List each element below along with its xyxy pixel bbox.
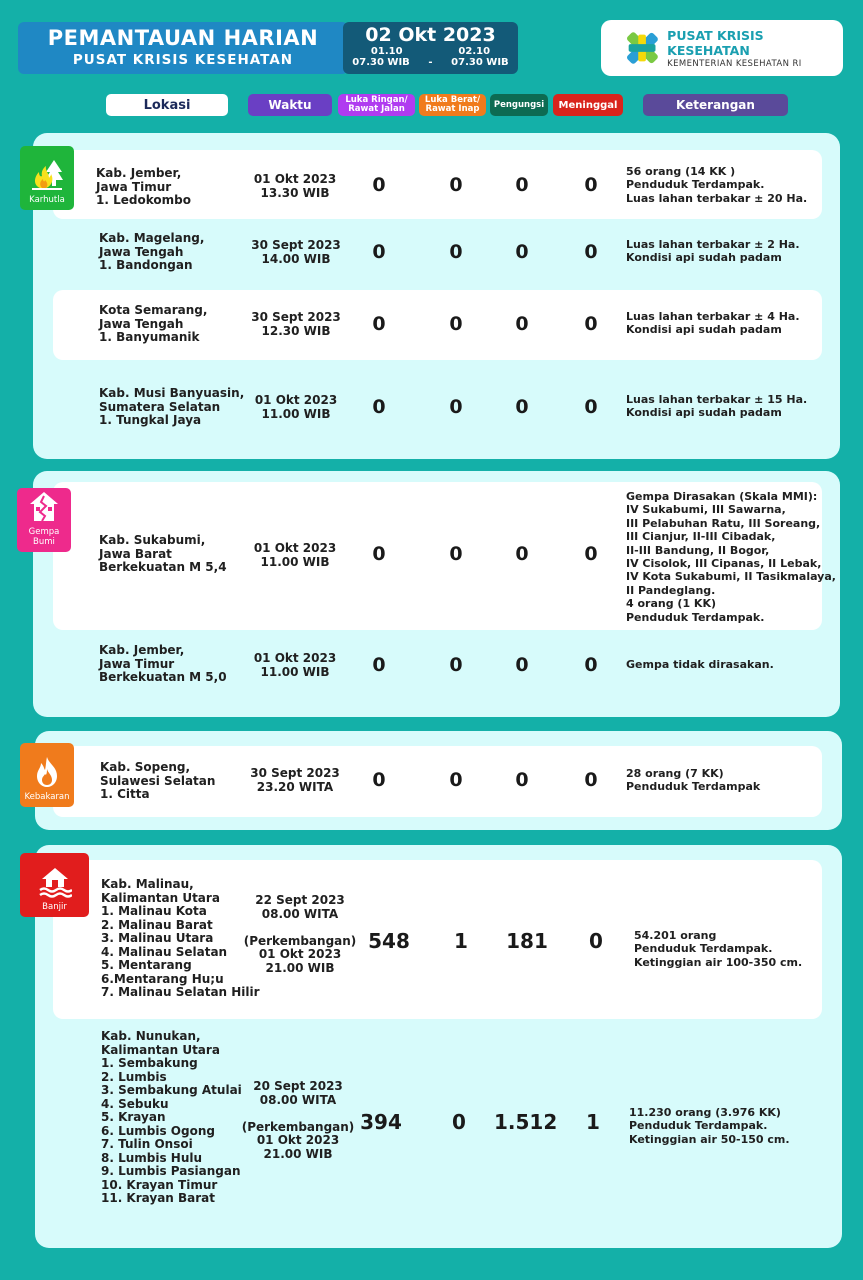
value-luka-ringan: 0 (372, 174, 386, 196)
value-meninggal: 1 (586, 1110, 600, 1134)
row-note: 54.201 orang Penduduk Terdampak. Ketinggian air 100-350 cm. (634, 929, 803, 969)
row-note: 11.230 orang (3.976 KK) Penduduk Terdampak. Ketinggian air 50-150 cm. (629, 1106, 790, 1146)
value-luka-berat: 0 (449, 543, 463, 565)
column-header-luka-ringan: Luka Ringan/ Rawat Jalan (338, 94, 415, 116)
period-from-date: 01.10 (370, 46, 403, 57)
health-crisis-logo-icon (621, 26, 663, 70)
forest-fire-icon (30, 158, 64, 192)
value-luka-ringan: 0 (372, 654, 386, 676)
row-note: 56 orang (14 KK ) Penduduk Terdampak. Luas lahan terbakar ± 20 Ha. (626, 165, 808, 205)
value-pengungsi: 0 (515, 313, 529, 335)
row-location: Kab. Jember, Jawa Timur 1. Ledokombo (96, 166, 191, 207)
row-location: Kab. Magelang, Jawa Tengah 1. Bandongan (99, 231, 205, 272)
row-location: Kab. Sukabumi, Jawa Barat Berkekuatan M 5,4 (99, 533, 227, 574)
row-time: 22 Sept 2023 08.00 WITA (Perkembangan) 01 Okt 2023 21.00 WIB (243, 893, 357, 975)
period-separator: - (428, 57, 433, 68)
value-luka-ringan: 0 (372, 396, 386, 418)
report-subtitle: PUSAT KRISIS KESEHATAN (72, 52, 294, 68)
category-label: Karhutla (29, 195, 65, 205)
period-from-time: 07.30 WIB (352, 57, 410, 68)
value-meninggal: 0 (589, 929, 603, 953)
value-pengungsi: 0 (515, 543, 529, 565)
column-header-keterangan: Keterangan (643, 94, 788, 116)
value-meninggal: 0 (584, 313, 598, 335)
value-meninggal: 0 (584, 241, 598, 263)
period-to-date: 02.10 (458, 46, 491, 57)
row-location: Kab. Nunukan, Kalimantan Utara 1. Sembakung 2. Lumbis 3. Sembakung Atulai 4. Sebuku 5. Krayan 6. Lumbis Ogong 7. Tulin Onsoi 8. Lumbis Hulu 9. Lumbis Pasiangan 10. Krayan Timur 11. Krayan Barat (101, 1029, 242, 1205)
report-title: PEMANTAUAN HARIAN (47, 26, 319, 50)
value-pengungsi: 181 (506, 929, 548, 953)
row-time: 01 Okt 2023 13.30 WIB (253, 172, 337, 200)
report-title-banner (18, 22, 348, 74)
column-header-meninggal: Meninggal (553, 94, 623, 116)
column-header-pengungsi: Pengungsi (490, 94, 548, 116)
category-badge-gempa (17, 488, 71, 552)
value-luka-ringan: 548 (368, 929, 410, 953)
flood-house-icon (38, 865, 72, 899)
category-label: Gempa Bumi (28, 527, 60, 547)
row-note: Gempa Dirasakan (Skala MMI): IV Sukabumi, III Sawarna, III Pelabuhan Ratu, III Soreang, III Cianjur, II-III Cibadak, II-III Bandung, II Bogor, IV Cisolok, III Cipanas, II Lebak, IV Kota Sukabumi, II Tasikmalaya, II Pandeglang. 4 orang (1 KK) Penduduk Terdampak. (626, 490, 836, 624)
value-luka-ringan: 0 (372, 241, 386, 263)
category-label: Kebakaran (24, 792, 70, 802)
value-luka-berat: 1 (454, 929, 468, 953)
row-time: 01 Okt 2023 11.00 WIB (253, 541, 337, 569)
period-to-time: 07.30 WIB (451, 57, 509, 68)
value-meninggal: 0 (584, 769, 598, 791)
row-time: 30 Sept 2023 14.00 WIB (251, 238, 341, 266)
earthquake-house-icon (27, 490, 61, 524)
value-luka-berat: 0 (449, 174, 463, 196)
logo-name: PUSAT KRISIS KESEHATAN (667, 27, 764, 58)
value-pengungsi: 0 (515, 654, 529, 676)
value-pengungsi: 0 (515, 241, 529, 263)
value-luka-berat: 0 (452, 1110, 466, 1134)
value-pengungsi: 0 (515, 396, 529, 418)
row-location: Kota Semarang, Jawa Tengah 1. Banyumanik (99, 303, 208, 344)
row-note: Luas lahan terbakar ± 4 Ha. Kondisi api sudah padam (626, 310, 800, 337)
category-badge-karhutla (20, 146, 74, 210)
column-header-lokasi: Lokasi (106, 94, 228, 116)
category-label: Banjir (42, 902, 67, 912)
value-pengungsi: 0 (515, 769, 529, 791)
row-note: 28 orang (7 KK) Penduduk Terdampak (626, 767, 761, 794)
value-meninggal: 0 (584, 543, 598, 565)
value-luka-berat: 0 (449, 241, 463, 263)
row-time: 01 Okt 2023 11.00 WIB (254, 393, 338, 421)
value-luka-berat: 0 (449, 769, 463, 791)
value-luka-ringan: 0 (372, 543, 386, 565)
fire-icon (30, 755, 64, 789)
row-time: 30 Sept 2023 12.30 WIB (251, 310, 341, 338)
report-date: 02 Okt 2023 (365, 24, 496, 46)
row-note: Luas lahan terbakar ± 2 Ha. Kondisi api sudah padam (626, 238, 800, 265)
row-time: 30 Sept 2023 23.20 WITA (250, 766, 340, 794)
value-meninggal: 0 (584, 396, 598, 418)
value-meninggal: 0 (584, 654, 598, 676)
value-luka-ringan: 0 (372, 769, 386, 791)
row-location: Kab. Sopeng, Sulawesi Selatan 1. Citta (100, 760, 216, 801)
row-location: Kab. Malinau, Kalimantan Utara 1. Malinau Kota 2. Malinau Barat 3. Malinau Utara 4. Malinau Selatan 5. Mentarang 6.Mentarang Hu;u 7. Malinau Selatan Hilir (101, 877, 260, 999)
value-luka-ringan: 394 (360, 1110, 402, 1134)
row-note: Gempa tidak dirasakan. (626, 658, 774, 671)
logo-org: KEMENTERIAN KESEHATAN RI (667, 58, 802, 69)
column-header-luka-berat: Luka Berat/ Rawat Inap (419, 94, 486, 116)
value-luka-berat: 0 (449, 396, 463, 418)
row-location: Kab. Musi Banyuasin, Sumatera Selatan 1. Tungkal Jaya (99, 386, 245, 427)
value-meninggal: 0 (584, 174, 598, 196)
column-header-waktu: Waktu (248, 94, 332, 116)
value-pengungsi: 1.512 (494, 1110, 558, 1134)
value-luka-ringan: 0 (372, 313, 386, 335)
row-note: Luas lahan terbakar ± 15 Ha. Kondisi api sudah padam (626, 393, 808, 420)
row-time: 20 Sept 2023 08.00 WITA (Perkembangan) 01 Okt 2023 21.00 WIB (241, 1079, 355, 1161)
value-luka-berat: 0 (449, 654, 463, 676)
report-date-banner (343, 22, 518, 74)
row-time: 01 Okt 2023 11.00 WIB (253, 651, 337, 679)
org-logo-box (601, 20, 843, 76)
category-badge-kebakaran (20, 743, 74, 807)
value-pengungsi: 0 (515, 174, 529, 196)
row-location: Kab. Jember, Jawa Timur Berkekuatan M 5,0 (99, 643, 227, 684)
value-luka-berat: 0 (449, 313, 463, 335)
category-badge-banjir (20, 853, 89, 917)
